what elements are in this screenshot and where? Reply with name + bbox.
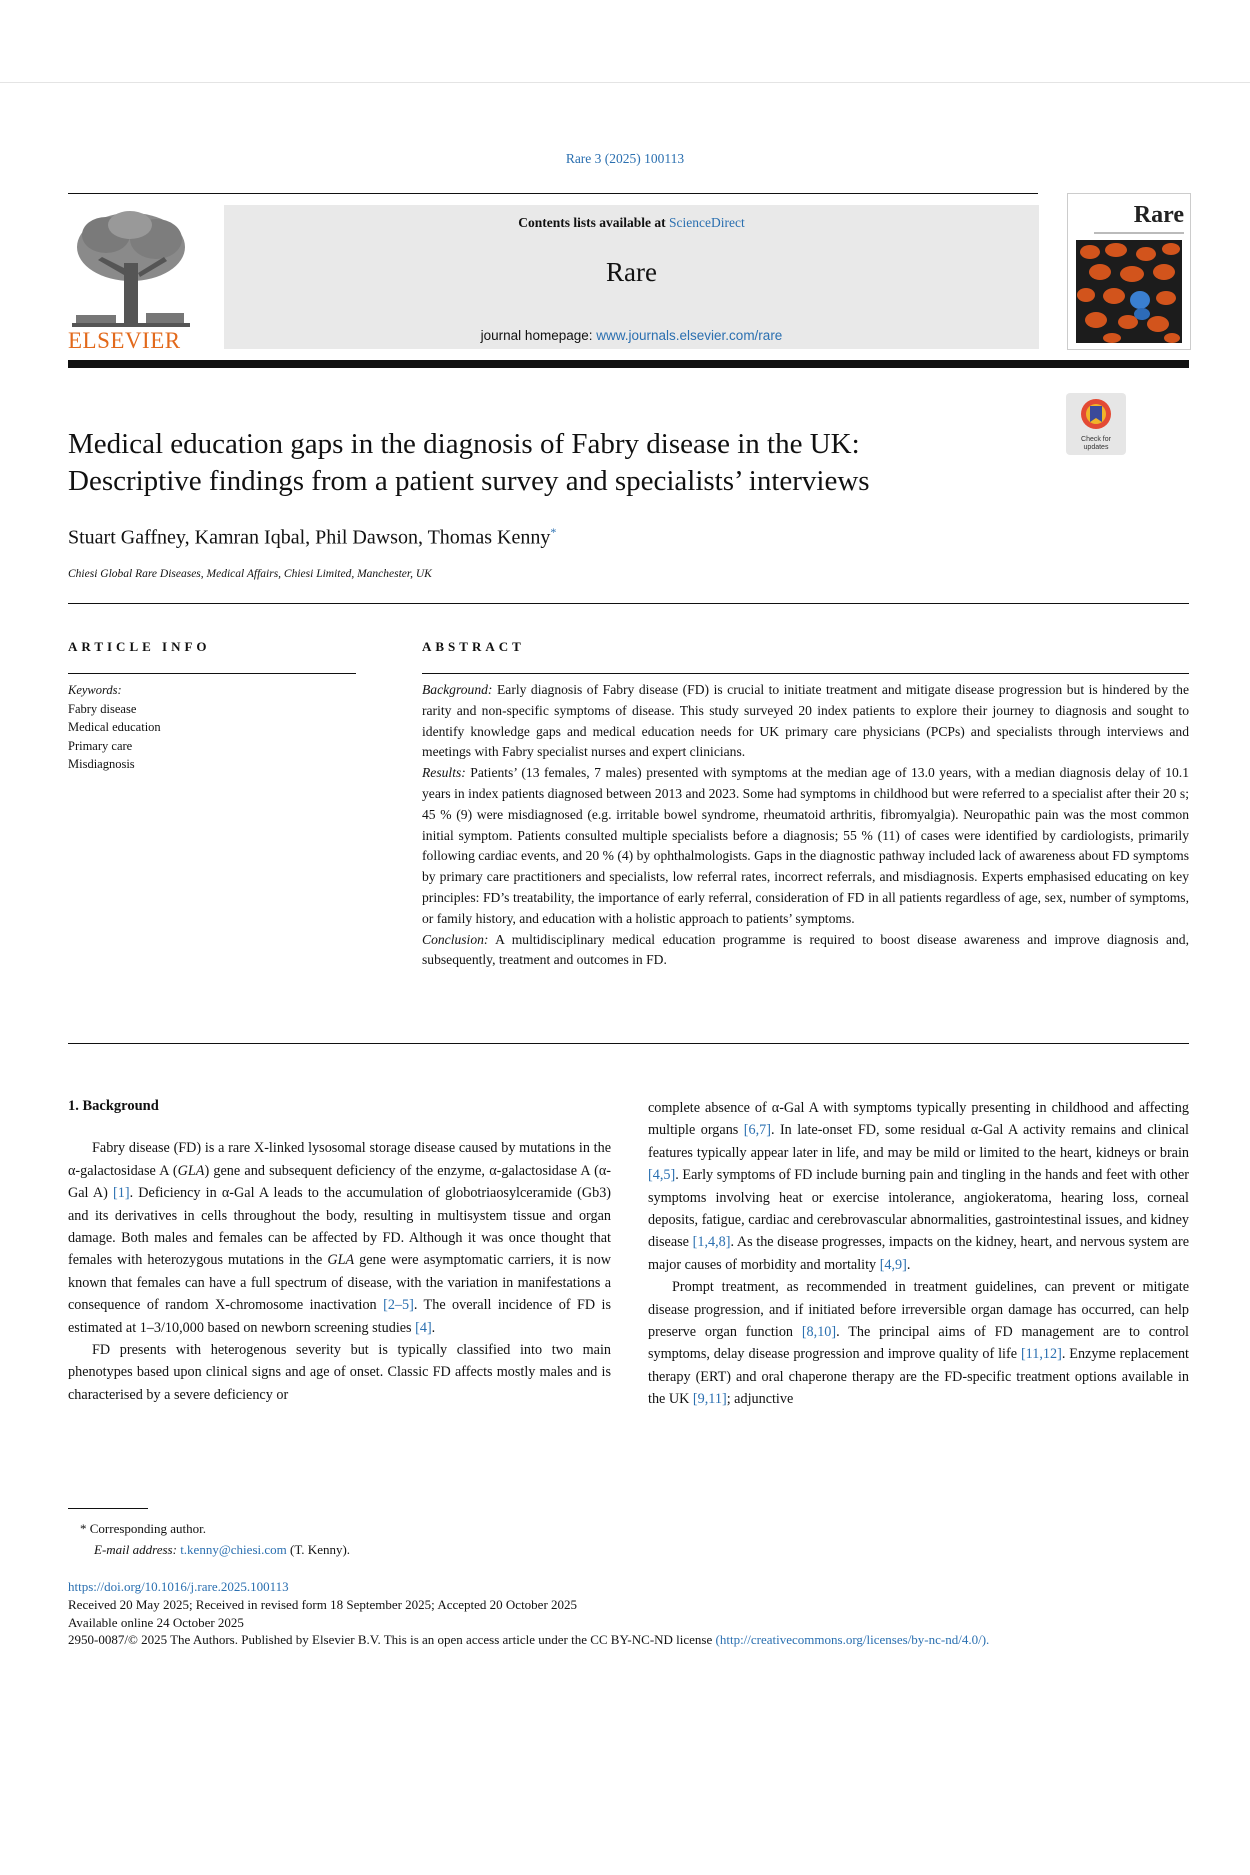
journal-reference[interactable] [0,151,1250,167]
email-note: E-mail address: t.kenny@chiesi.com (T. Kenny). [94,1542,351,1557]
body-column-left [68,1095,611,1406]
check-for-updates-label: Check for updates [1081,436,1111,451]
cover-title: Rare [1133,202,1184,228]
citation-link[interactable]: [4,9] [879,1256,907,1273]
keywords-block [68,681,161,774]
contents-prefix: Contents lists available at [518,215,670,230]
author-name[interactable]: Kamran Iqbal [194,526,306,549]
author-name[interactable]: Phil Dawson [315,526,418,549]
article-number: 100113 [644,151,685,166]
contents-line [224,215,1039,231]
received-history: Received 20 May 2025; Received in revised form 18 September 2025; Accepted 20 October 2025 [68,1596,578,1612]
journal-name[interactable]: Rare 3 [565,151,602,166]
header-thick-rule [68,360,1189,368]
available-online: Available online 24 October 2025 [68,1614,244,1630]
abstract-background: Background: Early diagnosis of Fabry disease (FD) is crucial to initiate treatment and mitigate disease progression but is hindered by the rarity and non-specific symptoms of disease. This study surveyed 20 index patients to explore their journey to diagnosis and sought to identify knowledge gaps and medical education needs for UK primary care physicians (PCPs) and specialists through interviews and meetings with Fabry specialist nurses and expert clinicians. [422,682,1189,760]
abstract-rule [422,673,1189,674]
journal-banner [224,205,1039,349]
footnote-rule [68,1508,148,1509]
citation-link[interactable]: [8,10] [801,1324,837,1341]
page-top-border [0,82,1250,83]
keyword: Fabry disease [68,701,137,716]
keyword: Primary care [68,738,133,753]
citation-link[interactable]: [11,12] [1020,1346,1062,1363]
doi-link[interactable]: https://doi.org/10.1016/j.rare.2025.100113 [68,1579,289,1594]
citation-link[interactable]: [1] [113,1185,130,1202]
email-link[interactable]: t.kenny@chiesi.com [180,1542,287,1557]
header-rule [68,193,1038,194]
citation-link[interactable]: [6,7] [743,1122,771,1139]
corresponding-author-note: * Corresponding author. [80,1521,207,1536]
abstract-conclusion: Conclusion: A multidisciplinary medical education programme is required to boost disease awareness and improve diagnosis and, subsequently, treatment and outcomes in FD. [422,931,1189,968]
journal-cover-thumbnail[interactable] [1067,193,1191,350]
body-paragraph: complete absence of α-Gal A with symptoms typically presenting in childhood and affecting multiple organs [6,7]. In late-onset FD, some residual α-Gal A activity remains and clinical features typically appear later in life, and may be mild or limited to the heart, kidneys or brain [4,5]. Early symptoms of FD include burning pain and tingling in the hands and feet with other symptoms involving heat or exercise intolerance, angiokeratoma, hearing loss, corneal deposits, fatigue, cardiac and cerebrovascular abnormalities, gastrointestinal issues, and kidney disease [1,4,8]. As the disease progresses, impacts on the kidney, heart, and nervous system are major causes of morbidity and mortality [4,9]. [648,1100,1189,1273]
article-title [68,426,1048,500]
citation-link[interactable]: [2–5] [383,1297,414,1314]
license-statement: 2950-0087/© 2025 The Authors. Published by Elsevier B.V. This is an open access article under the CC BY-NC-ND license (http://creativecommons.org/licenses/by-nc-nd/4.0/). [68,1632,990,1648]
article-info-rule [68,673,356,674]
keyword: Medical education [68,720,161,734]
abstract-body [422,680,1189,971]
keywords-label: Keywords: [68,683,122,697]
body-column-right [648,1097,1189,1411]
footnote [80,1518,350,1560]
abstract-results: Results: Patients’ (13 females, 7 males) presented with symptoms at the median age of 13.0 years, with a median diagnosis delay of 10.1 years in index patients diagnosed between 2013 and 2023. Some had symptoms in childhood but were referred to a specialist after their 20 s; 45 % (9) were misdiagnosed (e.g. irritable bowel syndrome, rheumatoid arthritis, fibromyalgia). Neuropathic pain was the most common initial symptom. Patients consulted multiple specialists before a diagnosis; 55 % (11) of cases were identified by cardiologists, primarily following cardiac events, and 20 % (4) by ophthalmologists. Gaps in the diagnostic pathway included lack of awareness about FD symptoms by primary care practitioners and specialists, low referral rates, incorrect referrals, and misdiagnosis. Experts emphasised educating on key principles: FD’s treatability, the importance of early referral, consideration of FD in all patients regardless of age, sex, number of symptoms, or family history, and education with a holistic approach to patients’ symptoms. [422,765,1189,926]
homepage-line [224,328,1039,343]
journal-year: (2025) [604,151,641,166]
article-title-line-2: Descriptive findings from a patient survey and specialists’ interviews [68,465,870,497]
homepage-prefix: journal homepage: [480,328,597,343]
article-title-line-1: Medical education gaps in the diagnosis of Fabry disease in the UK: [68,428,860,460]
abstract-end-rule [68,1043,1189,1044]
abstract-heading: ABSTRACT [422,639,525,654]
corresponding-author-marker[interactable]: * [550,525,557,539]
sciencedirect-link[interactable]: ScienceDirect [669,215,745,230]
citation-link[interactable]: [9,11] [692,1391,727,1408]
license-link[interactable]: (http://creativecommons.org/licenses/by-nc-nd/4.0/). [715,1632,990,1648]
body-paragraph: Prompt treatment, as recommended in treatment guidelines, can prevent or mitigate disease progression, and if initiated before irreversible organ damage has occurred, can help preserve organ function [8,10]. The principal aims of FD management are to control symptoms, delay disease progression and improve quality of life [11,12]. Enzyme replacement therapy (ERT) and oral chaperone therapy are the FD-specific treatment options available in the UK [9,11]; adjunctive [648,1279,1189,1408]
author-list: Stuart Gaffney, Kamran Iqbal, Phil Dawson, Thomas Kenny* [68,525,557,549]
check-for-updates-badge[interactable] [1066,393,1126,455]
body-paragraph: FD presents with heterogenous severity but is typically classified into two main phenotypes based upon clinical signs and age of onset. Classic FD affects mostly males and is characterised by a severe deficiency or [68,1342,611,1403]
keyword: Misdiagnosis [68,757,135,771]
info-top-rule [68,603,1189,604]
homepage-link[interactable]: www.journals.elsevier.com/rare [596,328,783,343]
article-info-heading: ARTICLE INFO [68,639,211,654]
citation-link[interactable]: [1,4,8] [692,1234,731,1251]
elsevier-wordmark[interactable]: ELSEVIER [68,328,181,353]
cover-subtitle-bar [1094,232,1184,234]
citation-link[interactable]: [4] [415,1319,432,1336]
author-name[interactable]: Thomas Kenny [427,526,551,549]
section-heading: 1. Background [68,1098,159,1114]
publication-info [68,1578,1189,1649]
journal-title: Rare [606,257,657,287]
body-paragraph: Fabry disease (FD) is a rare X-linked lysosomal storage disease caused by mutations in the α-galactosidase A (GLA) gene and subsequent deficiency of the enzyme, α-galactosidase A (α-Gal A) [1]. Deficiency in α-Gal A leads to the accumulation of globotriaosylceramide (Gb3) and its derivatives in cells throughout the body, resulting in multisystem tissue and organ damage. Both males and females can be affected by FD. Although it was once thought that females with heterozygous mutations in the GLA gene were asymptomatic carriers, it is now known that females can have a full spectrum of disease, with the variation in manifestations a consequence of random X-chromosome inactivation [2–5]. The overall incidence of FD is estimated at 1–3/10,000 based on newborn screening studies [4]. [68,1140,612,1336]
cover-butterfly-image [1076,240,1182,343]
author-name[interactable]: Stuart Gaffney [68,526,185,549]
citation-link[interactable]: [4,5] [648,1167,676,1184]
bookmark-icon [1066,393,1126,437]
affiliation: Chiesi Global Rare Diseases, Medical Affairs, Chiesi Limited, Manchester, UK [68,568,432,580]
